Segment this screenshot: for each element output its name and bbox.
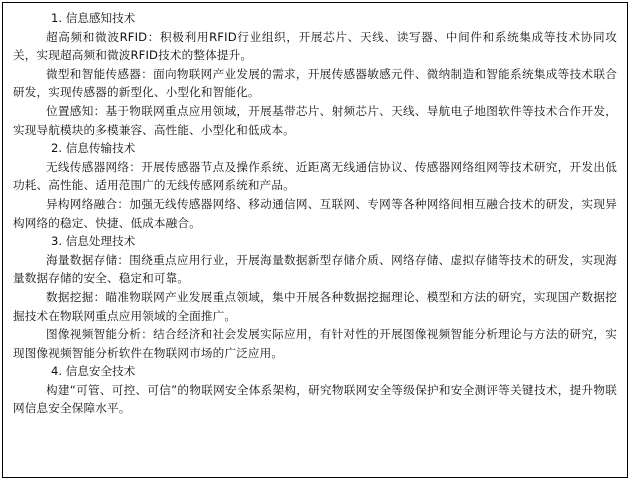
paragraph-video-analysis: 图像视频智能分析：结合经济和社会发展实际应用，有针对性的开展图像视频智能分析理论与方法的研究，实现图像视频智能分析软件在物联网市场的广泛应用。 (13, 327, 617, 360)
paragraph-heterogeneous-network: 异构网络融合：加强无线传感器网络、移动通信网、互联网、专网等各种网络间相互融合技术的研发，实现异构网络的稳定、快捷、低成本融合。 (13, 196, 617, 230)
section-heading-security: 4. 信息安全技术 (51, 364, 136, 379)
document-frame (2, 2, 628, 478)
paragraph-security-architecture: 构建“可管、可控、可信”的物联网安全体系架构，研究物联网安全等级保护和安全测评等关键技术，提升物联网信息安全保障水平。 (13, 382, 617, 416)
paragraph-location-sensing: 位置感知：基于物联网重点应用领域，开展基带芯片、射频芯片、天线、导航电子地图软件等技术合作开发，实现导航模块的多模兼容、高性能、小型化和低成本。 (13, 103, 617, 137)
paragraph-data-mining: 数据挖掘：瞄准物联网产业发展重点领域，集中开展各种数据挖掘理论、模型和方法的研究，实现国产数据挖掘技术在物联网重点应用领域的全面推广。 (13, 289, 617, 323)
paragraph-smart-sensors: 微型和智能传感器：面向物联网产业发展的需求，开展传感器敏感元件、微纳制造和智能系统集成等技术联合研发，实现传感器的新型化、小型化和智能化。 (13, 66, 617, 100)
paragraph-wireless-sensor-network: 无线传感器网络：开展传感器节点及操作系统、近距离无线通信协议、传感器网络组网等技术研究，开发出低功耗、高性能、适用范围广的无线传感网系统和产品。 (13, 159, 617, 193)
section-heading-transmission: 2. 信息传输技术 (51, 141, 136, 156)
paragraph-rfid: 超高频和微波RFID：积极利用RFID行业组织，开展芯片、天线、读写器、中间件和系统集成等技术协同攻关，实现超高频和微波RFID技术的整体提升。 (13, 29, 617, 63)
section-heading-sensing: 1. 信息感知技术 (51, 11, 136, 25)
paragraph-mass-storage: 海量数据存储：围绕重点应用行业，开展海量数据新型存储介质、网络存储、虚拟存储等技术的研发，实现海量数据存储的安全、稳定和可靠。 (13, 252, 617, 286)
section-heading-processing: 3. 信息处理技术 (51, 234, 136, 249)
